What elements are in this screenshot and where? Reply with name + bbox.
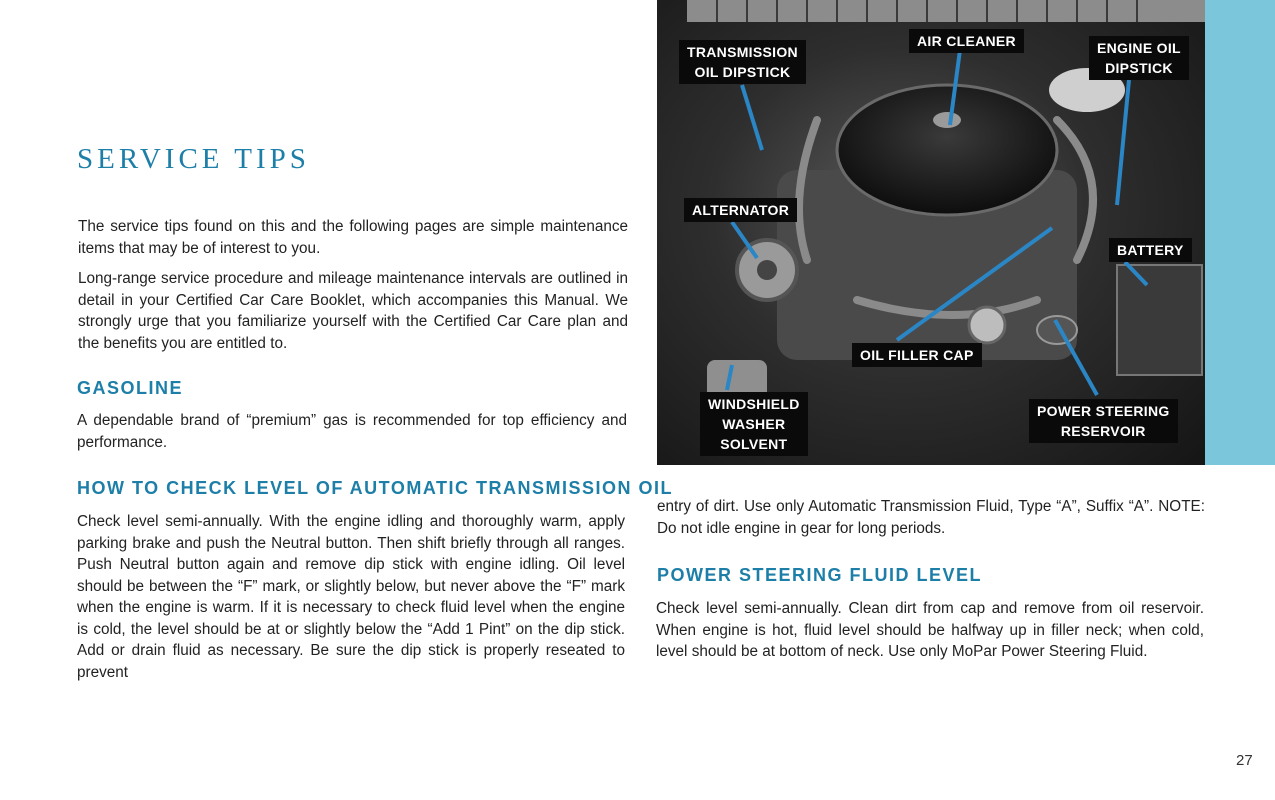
air-cleaner-housing bbox=[837, 85, 1057, 215]
oil-filler-cap-part bbox=[969, 307, 1005, 343]
label-power-steering-reservoir: POWER STEERING RESERVOIR bbox=[1029, 399, 1178, 443]
intro-paragraph-1: The service tips found on this and the following pages are simple maintenance items that may be of interest to you. bbox=[78, 218, 628, 257]
label-transmission-oil-dipstick: TRANSMISSION OIL DIPSTICK bbox=[679, 40, 806, 84]
power-steering-heading: POWER STEERING FLUID LEVEL bbox=[657, 565, 983, 585]
label-engine-oil-dipstick: ENGINE OIL DIPSTICK bbox=[1089, 36, 1189, 80]
transmission-oil-continued-paragraph: entry of dirt. Use only Automatic Transmission Fluid, Type “A”, Suffix “A”. NOTE: Do not idle engine in gear for long periods. bbox=[657, 498, 1205, 537]
battery-unit bbox=[1117, 265, 1202, 375]
label-alternator: ALTERNATOR bbox=[684, 198, 797, 222]
label-air-cleaner: AIR CLEANER bbox=[909, 29, 1024, 53]
label-oil-filler-cap: OIL FILLER CAP bbox=[852, 343, 982, 367]
page-number: 27 bbox=[1236, 752, 1253, 769]
label-battery: BATTERY bbox=[1109, 238, 1192, 262]
transmission-oil-paragraph: Check level semi-annually. With the engine idling and thoroughly warm, apply parking brake and push the Neutral button. Then shift briefly through all ranges. Push Neutral button again and remove dip stick with engine idling. Oil level should be between the “F” mark, or slightly below, but never above the “F” mark when the engine is warm. If it is necessary to check fluid level when the engine is cold, the level should be at or slightly below the “Add 1 Pint” on the dip stick. Add or drain fluid as necessary. Be sure the dip stick is properly reseated to prevent bbox=[77, 513, 625, 681]
page-title: SERVICE TIPS bbox=[77, 143, 310, 175]
grille-strip bbox=[687, 0, 1205, 22]
transmission-oil-heading: HOW TO CHECK LEVEL OF AUTOMATIC TRANSMISSION OIL bbox=[77, 478, 674, 498]
gasoline-heading: GASOLINE bbox=[77, 378, 184, 398]
engine-photo bbox=[657, 0, 1205, 465]
intro-paragraph-2: Long-range service procedure and mileage maintenance intervals are outlined in detail in your Certified Car Care Booklet, which accompanies this Manual. We strongly urge that you familiarize yourself with the Certified Car Care plan and the benefits you are entitled to. bbox=[78, 270, 628, 352]
gasoline-paragraph: A dependable brand of “premium” gas is recommended for top efficiency and performance. bbox=[77, 412, 627, 451]
page-edge-color-bar bbox=[1205, 0, 1275, 465]
air-cleaner-nut bbox=[933, 112, 961, 128]
power-steering-paragraph: Check level semi-annually. Clean dirt from cap and remove from oil reservoir. When engine is hot, fluid level should be halfway up in filler neck; when cold, level should be at bottom of neck. Use only MoPar Power Steering Fluid. bbox=[656, 600, 1204, 660]
label-windshield-washer-solvent: WINDSHIELD WASHER SOLVENT bbox=[700, 392, 808, 456]
